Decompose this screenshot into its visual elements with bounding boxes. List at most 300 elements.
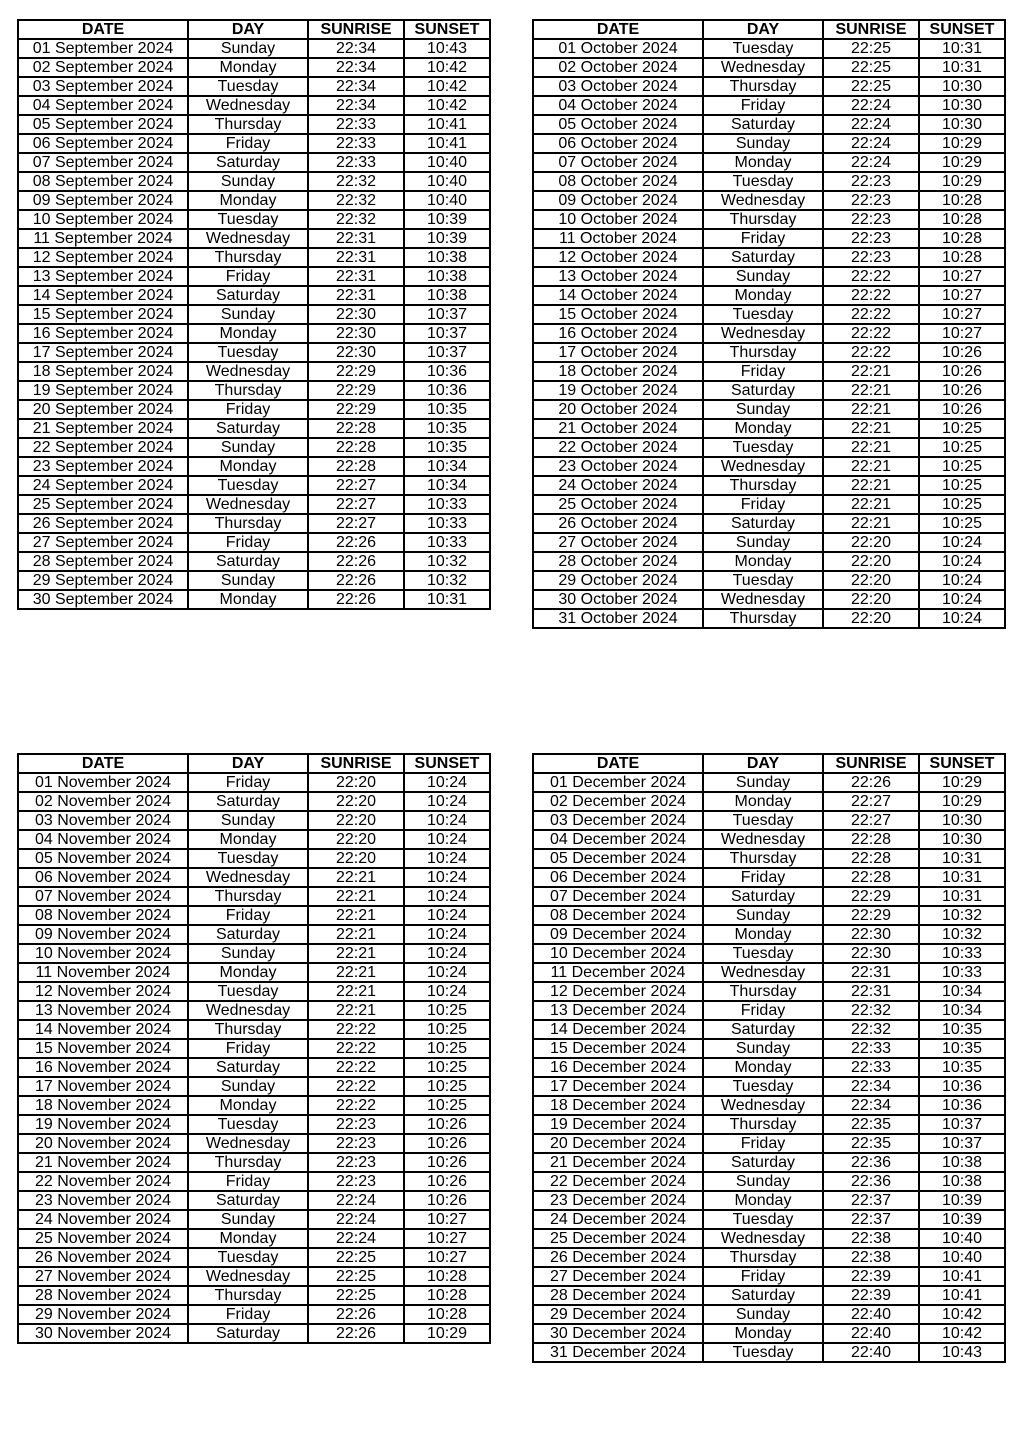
date-cell: 22 December 2024 [533, 1172, 703, 1191]
sunset-cell: 10:40 [919, 1229, 1005, 1248]
sunset-cell: 10:26 [404, 1172, 490, 1191]
sunrise-cell: 22:28 [308, 438, 404, 457]
day-cell: Tuesday [188, 476, 308, 495]
table-row [18, 925, 490, 944]
sunrise-cell: 22:20 [823, 609, 919, 628]
day-cell: Tuesday [703, 438, 823, 457]
sunrise-cell: 22:22 [823, 324, 919, 343]
sunset-cell: 10:27 [404, 1229, 490, 1248]
day-cell: Friday [188, 134, 308, 153]
sunset-cell: 10:32 [404, 552, 490, 571]
table-row [533, 191, 1005, 210]
table-row [533, 96, 1005, 115]
date-cell: 29 December 2024 [533, 1305, 703, 1324]
day-cell: Saturday [188, 1058, 308, 1077]
sunset-cell: 10:28 [919, 229, 1005, 248]
table-row [533, 267, 1005, 286]
date-cell: 05 October 2024 [533, 115, 703, 134]
date-cell: 15 September 2024 [18, 305, 188, 324]
date-cell: 15 October 2024 [533, 305, 703, 324]
date-cell: 23 September 2024 [18, 457, 188, 476]
date-cell: 21 September 2024 [18, 419, 188, 438]
sunrise-cell: 22:23 [823, 248, 919, 267]
day-cell: Friday [703, 495, 823, 514]
sunset-cell: 10:25 [919, 457, 1005, 476]
day-cell: Tuesday [188, 849, 308, 868]
table-row [533, 210, 1005, 229]
table-header [533, 20, 1005, 39]
sunset-cell: 10:39 [919, 1191, 1005, 1210]
sunrise-cell: 22:24 [308, 1210, 404, 1229]
table-row [533, 514, 1005, 533]
date-cell: 20 October 2024 [533, 400, 703, 419]
sunrise-sunset-table-october [532, 19, 1006, 629]
header-date: DATE [18, 20, 188, 39]
day-cell: Monday [703, 925, 823, 944]
date-cell: 13 November 2024 [18, 1001, 188, 1020]
table-row [533, 811, 1005, 830]
sunset-cell: 10:38 [919, 1153, 1005, 1172]
day-cell: Friday [188, 267, 308, 286]
sunrise-cell: 22:31 [823, 982, 919, 1001]
sunrise-cell: 22:23 [308, 1153, 404, 1172]
table-row [533, 1077, 1005, 1096]
date-cell: 02 October 2024 [533, 58, 703, 77]
date-cell: 26 October 2024 [533, 514, 703, 533]
date-cell: 04 September 2024 [18, 96, 188, 115]
sunset-cell: 10:39 [919, 1210, 1005, 1229]
day-cell: Thursday [703, 849, 823, 868]
date-cell: 15 December 2024 [533, 1039, 703, 1058]
table-row [533, 1001, 1005, 1020]
day-cell: Wednesday [703, 457, 823, 476]
sunset-cell: 10:28 [404, 1267, 490, 1286]
day-cell: Thursday [703, 1248, 823, 1267]
date-cell: 22 September 2024 [18, 438, 188, 457]
sunrise-cell: 22:25 [308, 1248, 404, 1267]
day-cell: Wednesday [188, 229, 308, 248]
date-cell: 01 September 2024 [18, 39, 188, 58]
day-cell: Saturday [188, 419, 308, 438]
table-row [18, 1001, 490, 1020]
sunset-cell: 10:42 [404, 77, 490, 96]
sunrise-cell: 22:35 [823, 1115, 919, 1134]
date-cell: 26 November 2024 [18, 1248, 188, 1267]
sunset-cell: 10:43 [404, 39, 490, 58]
sunset-cell: 10:27 [919, 305, 1005, 324]
table-row [533, 906, 1005, 925]
sunrise-cell: 22:32 [823, 1001, 919, 1020]
date-cell: 07 September 2024 [18, 153, 188, 172]
date-cell: 27 November 2024 [18, 1267, 188, 1286]
sunrise-cell: 22:25 [823, 77, 919, 96]
sunset-cell: 10:26 [919, 400, 1005, 419]
day-cell: Tuesday [188, 77, 308, 96]
sunrise-cell: 22:24 [823, 96, 919, 115]
header-day: DAY [188, 754, 308, 773]
day-cell: Wednesday [703, 963, 823, 982]
header-date: DATE [533, 20, 703, 39]
sunrise-cell: 22:27 [823, 811, 919, 830]
date-cell: 30 December 2024 [533, 1324, 703, 1343]
sunset-cell: 10:25 [404, 1096, 490, 1115]
sunrise-cell: 22:21 [308, 868, 404, 887]
sunrise-cell: 22:23 [823, 191, 919, 210]
day-cell: Thursday [188, 1153, 308, 1172]
sunset-cell: 10:36 [404, 381, 490, 400]
sunrise-cell: 22:20 [823, 552, 919, 571]
sunrise-cell: 22:25 [823, 58, 919, 77]
sunset-cell: 10:31 [919, 39, 1005, 58]
day-cell: Tuesday [703, 39, 823, 58]
day-cell: Monday [188, 191, 308, 210]
sunset-cell: 10:40 [404, 172, 490, 191]
sunrise-cell: 22:32 [308, 210, 404, 229]
table-row [18, 1324, 490, 1343]
sunrise-cell: 22:36 [823, 1153, 919, 1172]
table-row [533, 1115, 1005, 1134]
date-cell: 13 October 2024 [533, 267, 703, 286]
sunset-cell: 10:29 [919, 153, 1005, 172]
table-row [18, 210, 490, 229]
sunrise-cell: 22:26 [308, 590, 404, 609]
date-cell: 28 November 2024 [18, 1286, 188, 1305]
date-cell: 03 December 2024 [533, 811, 703, 830]
table-row [533, 457, 1005, 476]
sunset-cell: 10:30 [919, 115, 1005, 134]
sunset-cell: 10:37 [404, 324, 490, 343]
table-row [18, 362, 490, 381]
sunset-cell: 10:26 [404, 1134, 490, 1153]
date-cell: 27 September 2024 [18, 533, 188, 552]
table-row [533, 1020, 1005, 1039]
day-cell: Friday [703, 229, 823, 248]
table-row [18, 191, 490, 210]
table-body [533, 773, 1005, 1362]
date-cell: 08 December 2024 [533, 906, 703, 925]
table-row [18, 457, 490, 476]
sunset-cell: 10:35 [404, 438, 490, 457]
date-cell: 06 December 2024 [533, 868, 703, 887]
day-cell: Tuesday [188, 343, 308, 362]
day-cell: Saturday [703, 115, 823, 134]
sunset-cell: 10:24 [919, 590, 1005, 609]
sunset-cell: 10:37 [404, 343, 490, 362]
day-cell: Tuesday [703, 811, 823, 830]
table-row [18, 172, 490, 191]
day-cell: Thursday [188, 887, 308, 906]
table-row [18, 153, 490, 172]
sunset-cell: 10:37 [404, 305, 490, 324]
day-cell: Monday [188, 963, 308, 982]
date-cell: 15 November 2024 [18, 1039, 188, 1058]
sunrise-cell: 22:25 [308, 1286, 404, 1305]
date-cell: 31 October 2024 [533, 609, 703, 628]
date-cell: 11 October 2024 [533, 229, 703, 248]
date-cell: 24 November 2024 [18, 1210, 188, 1229]
date-cell: 21 November 2024 [18, 1153, 188, 1172]
sunrise-cell: 22:27 [308, 514, 404, 533]
header-date: DATE [18, 754, 188, 773]
day-cell: Thursday [188, 1286, 308, 1305]
date-cell: 23 November 2024 [18, 1191, 188, 1210]
sunrise-cell: 22:25 [308, 1267, 404, 1286]
sunrise-cell: 22:29 [308, 381, 404, 400]
date-cell: 23 December 2024 [533, 1191, 703, 1210]
day-cell: Tuesday [703, 1077, 823, 1096]
date-cell: 14 October 2024 [533, 286, 703, 305]
day-cell: Monday [703, 552, 823, 571]
sunrise-cell: 22:21 [823, 514, 919, 533]
date-cell: 01 December 2024 [533, 773, 703, 792]
sunrise-cell: 22:37 [823, 1210, 919, 1229]
day-cell: Sunday [188, 438, 308, 457]
table-row [18, 419, 490, 438]
sunset-cell: 10:41 [919, 1267, 1005, 1286]
sunset-cell: 10:26 [919, 343, 1005, 362]
table-row [18, 830, 490, 849]
table-row [533, 1096, 1005, 1115]
date-cell: 08 October 2024 [533, 172, 703, 191]
sunrise-cell: 22:22 [308, 1039, 404, 1058]
sunset-cell: 10:33 [404, 533, 490, 552]
sunset-cell: 10:26 [404, 1153, 490, 1172]
date-cell: 09 October 2024 [533, 191, 703, 210]
sunrise-cell: 22:38 [823, 1229, 919, 1248]
day-cell: Friday [188, 773, 308, 792]
day-cell: Wednesday [703, 830, 823, 849]
day-cell: Saturday [703, 887, 823, 906]
sunset-cell: 10:38 [404, 286, 490, 305]
date-cell: 18 December 2024 [533, 1096, 703, 1115]
table-row [533, 343, 1005, 362]
day-cell: Wednesday [703, 1096, 823, 1115]
sunrise-cell: 22:39 [823, 1267, 919, 1286]
table-body [18, 39, 490, 609]
sunset-cell: 10:37 [919, 1115, 1005, 1134]
sunrise-cell: 22:23 [823, 229, 919, 248]
table-row [533, 1153, 1005, 1172]
table-row [533, 1039, 1005, 1058]
date-cell: 26 September 2024 [18, 514, 188, 533]
date-cell: 01 November 2024 [18, 773, 188, 792]
date-cell: 09 November 2024 [18, 925, 188, 944]
sunset-cell: 10:29 [919, 172, 1005, 191]
day-cell: Friday [703, 362, 823, 381]
table-row [533, 1248, 1005, 1267]
sunrise-cell: 22:30 [823, 925, 919, 944]
table-row [18, 792, 490, 811]
day-cell: Tuesday [188, 210, 308, 229]
day-cell: Tuesday [703, 172, 823, 191]
table-row [533, 1229, 1005, 1248]
day-cell: Saturday [188, 1191, 308, 1210]
table-row [18, 944, 490, 963]
date-cell: 12 October 2024 [533, 248, 703, 267]
day-cell: Saturday [188, 792, 308, 811]
day-cell: Thursday [188, 115, 308, 134]
sunset-cell: 10:33 [919, 963, 1005, 982]
sunrise-cell: 22:22 [823, 305, 919, 324]
day-cell: Sunday [703, 267, 823, 286]
day-cell: Monday [703, 1191, 823, 1210]
date-cell: 29 October 2024 [533, 571, 703, 590]
day-cell: Tuesday [703, 305, 823, 324]
date-cell: 10 December 2024 [533, 944, 703, 963]
date-cell: 21 October 2024 [533, 419, 703, 438]
sunrise-cell: 22:31 [308, 286, 404, 305]
table-row [18, 267, 490, 286]
sunset-cell: 10:25 [404, 1039, 490, 1058]
day-cell: Friday [703, 1001, 823, 1020]
day-cell: Tuesday [703, 571, 823, 590]
sunrise-cell: 22:27 [823, 792, 919, 811]
sunrise-cell: 22:34 [308, 58, 404, 77]
date-cell: 05 November 2024 [18, 849, 188, 868]
sunrise-cell: 22:21 [823, 362, 919, 381]
day-cell: Friday [188, 533, 308, 552]
table-row [18, 868, 490, 887]
date-cell: 13 September 2024 [18, 267, 188, 286]
table-row [533, 1191, 1005, 1210]
sunrise-cell: 22:24 [308, 1191, 404, 1210]
sunset-cell: 10:26 [919, 362, 1005, 381]
table-row [18, 963, 490, 982]
sunrise-cell: 22:21 [308, 925, 404, 944]
sunset-cell: 10:39 [404, 229, 490, 248]
table-row [533, 438, 1005, 457]
date-cell: 08 November 2024 [18, 906, 188, 925]
sunset-cell: 10:32 [919, 925, 1005, 944]
sunset-cell: 10:29 [919, 792, 1005, 811]
sunrise-cell: 22:33 [823, 1039, 919, 1058]
sunset-cell: 10:40 [919, 1248, 1005, 1267]
sunrise-cell: 22:21 [308, 982, 404, 1001]
date-cell: 02 September 2024 [18, 58, 188, 77]
sunrise-cell: 22:28 [308, 419, 404, 438]
sunrise-cell: 22:30 [823, 944, 919, 963]
day-cell: Saturday [703, 1020, 823, 1039]
date-cell: 18 November 2024 [18, 1096, 188, 1115]
sunrise-cell: 22:33 [823, 1058, 919, 1077]
day-cell: Saturday [703, 248, 823, 267]
table-row [533, 944, 1005, 963]
sunrise-cell: 22:20 [308, 811, 404, 830]
table-row [18, 115, 490, 134]
date-cell: 18 September 2024 [18, 362, 188, 381]
table-row [533, 248, 1005, 267]
sunrise-cell: 22:20 [308, 830, 404, 849]
sunset-cell: 10:25 [404, 1058, 490, 1077]
sunset-cell: 10:25 [404, 1077, 490, 1096]
day-cell: Monday [188, 58, 308, 77]
sunrise-cell: 22:22 [823, 267, 919, 286]
sunrise-cell: 22:23 [308, 1134, 404, 1153]
date-cell: 14 December 2024 [533, 1020, 703, 1039]
date-cell: 04 November 2024 [18, 830, 188, 849]
date-cell: 30 October 2024 [533, 590, 703, 609]
table-row [533, 77, 1005, 96]
table-row [533, 1324, 1005, 1343]
sunset-cell: 10:27 [919, 286, 1005, 305]
sunrise-cell: 22:33 [308, 134, 404, 153]
sunset-cell: 10:26 [404, 1115, 490, 1134]
date-cell: 06 October 2024 [533, 134, 703, 153]
day-cell: Friday [703, 868, 823, 887]
table-row [533, 1172, 1005, 1191]
sunset-cell: 10:38 [404, 248, 490, 267]
table-row [533, 1267, 1005, 1286]
table-row [533, 533, 1005, 552]
date-cell: 17 September 2024 [18, 343, 188, 362]
sunrise-cell: 22:23 [308, 1115, 404, 1134]
day-cell: Thursday [703, 343, 823, 362]
date-cell: 03 November 2024 [18, 811, 188, 830]
date-cell: 25 September 2024 [18, 495, 188, 514]
table-row [18, 533, 490, 552]
sunset-cell: 10:25 [404, 1020, 490, 1039]
day-cell: Saturday [188, 1324, 308, 1343]
date-cell: 17 December 2024 [533, 1077, 703, 1096]
sunset-cell: 10:28 [404, 1305, 490, 1324]
sunrise-cell: 22:32 [308, 191, 404, 210]
sunrise-cell: 22:34 [308, 77, 404, 96]
date-cell: 06 November 2024 [18, 868, 188, 887]
date-cell: 29 September 2024 [18, 571, 188, 590]
sunrise-cell: 22:26 [823, 773, 919, 792]
sunset-cell: 10:25 [919, 438, 1005, 457]
day-cell: Saturday [703, 1153, 823, 1172]
sunrise-cell: 22:34 [823, 1077, 919, 1096]
sunset-cell: 10:31 [919, 887, 1005, 906]
sunrise-cell: 22:34 [308, 96, 404, 115]
table-row [18, 887, 490, 906]
sunset-cell: 10:29 [919, 134, 1005, 153]
header-row [533, 754, 1005, 773]
day-cell: Saturday [188, 153, 308, 172]
day-cell: Sunday [188, 944, 308, 963]
table-row [533, 609, 1005, 628]
sunrise-cell: 22:22 [308, 1058, 404, 1077]
day-cell: Wednesday [188, 495, 308, 514]
date-cell: 03 September 2024 [18, 77, 188, 96]
sunset-cell: 10:24 [404, 925, 490, 944]
date-cell: 05 December 2024 [533, 849, 703, 868]
sunrise-cell: 22:26 [308, 571, 404, 590]
sunrise-cell: 22:37 [823, 1191, 919, 1210]
table-row [533, 1134, 1005, 1153]
sunset-cell: 10:34 [919, 982, 1005, 1001]
sunrise-cell: 22:24 [308, 1229, 404, 1248]
sunrise-cell: 22:24 [823, 115, 919, 134]
day-cell: Sunday [703, 134, 823, 153]
day-cell: Sunday [703, 1305, 823, 1324]
date-cell: 30 September 2024 [18, 590, 188, 609]
header-row [18, 754, 490, 773]
sunset-cell: 10:24 [404, 944, 490, 963]
sunset-cell: 10:27 [919, 324, 1005, 343]
date-cell: 11 September 2024 [18, 229, 188, 248]
day-cell: Monday [703, 1324, 823, 1343]
sunset-cell: 10:24 [404, 982, 490, 1001]
date-cell: 30 November 2024 [18, 1324, 188, 1343]
sunset-cell: 10:41 [404, 115, 490, 134]
table-header [533, 754, 1005, 773]
day-cell: Sunday [703, 906, 823, 925]
sunrise-cell: 22:33 [308, 115, 404, 134]
sunrise-cell: 22:26 [308, 1305, 404, 1324]
sunset-cell: 10:24 [404, 887, 490, 906]
